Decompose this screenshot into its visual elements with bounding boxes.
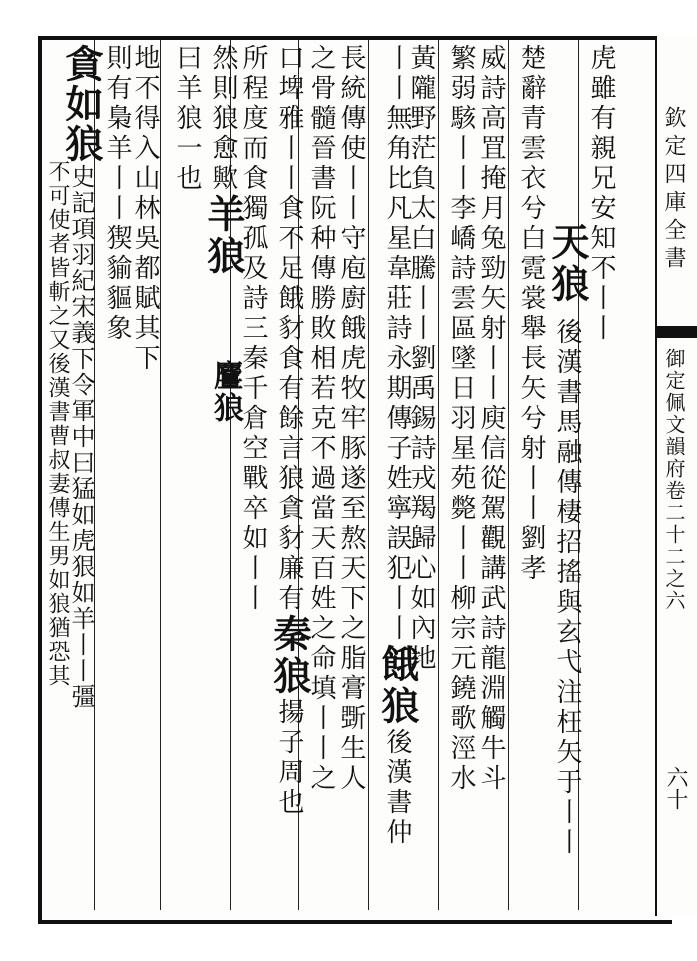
entry-headword: 餓狼 [375, 644, 420, 728]
text-column-18 [46, 160, 68, 688]
text-column-14 [208, 360, 243, 424]
text-run: 威詩高罝掩月兔勁矢射丨丨庾信從駕觀講武詩龍淵觸牛斗 [476, 44, 506, 794]
text-run: 曰羊狼一也 [172, 44, 202, 194]
text-run: 揚子周也 [274, 698, 304, 818]
text-run: 後漢書仲 [382, 728, 412, 848]
text-run: 虎雖有親兄安知不丨丨 [586, 44, 616, 344]
entry-headword: 麠狼 [208, 360, 243, 424]
text-column-2 [545, 222, 590, 859]
margin-band [655, 36, 697, 916]
text-column-13 [174, 44, 200, 194]
text-run: 史記項羽紀宋義下令軍中曰猛如虎狠如羊丨丨彊 [67, 164, 95, 710]
volume-title: 御定佩文韻府卷二十二之六 [662, 348, 686, 612]
fishtail-mark [657, 326, 697, 338]
text-column-12 [201, 44, 246, 278]
text-run: 丨丨無角比凡星韋莊詩永期傳子姓寧誤犯丨丨 [382, 44, 412, 644]
column-rule [160, 40, 161, 910]
text-run: 之骨髓晉書阮种傳勝敗相若克不過當天百姓之命填丨丨之 [306, 44, 336, 794]
entry-headword: 羊狼 [201, 194, 246, 278]
entry-headword: 貪如狼 [59, 44, 104, 164]
text-run: 長統傳使丨丨守庖廚餓虎牧牢豚遂至熬天下之脂膏斲生人 [336, 44, 366, 794]
text-run: 地不得入山林吳都賦其下 [130, 44, 160, 374]
text-column-10 [267, 44, 312, 818]
text-run: 則有梟羊丨丨猰貐貙象 [102, 44, 132, 344]
text-column-4 [478, 44, 504, 794]
text-run: 所程度而食獨孤及詩三秦千倉空戰卒如丨丨 [238, 44, 268, 614]
folio-number: 六十 [663, 766, 688, 810]
text-column-1 [588, 44, 614, 344]
text-run: 然則狼愈歟 [208, 44, 238, 194]
book-title: 欽定四庫全書 [661, 106, 686, 274]
text-run: 楚辭青雲衣兮白霓裳舉長矢兮射丨丨劉孝 [516, 44, 546, 584]
text-column-7 [375, 44, 420, 848]
text-column-8 [338, 44, 364, 794]
text-run: 不可使者皆斬之又後漢書曹叔妻傳生男如狼猶恐其 [45, 160, 70, 688]
text-column-11 [240, 44, 266, 614]
text-run: 後漢書馬融傳棲招搖與玄弋注枉矢于丨丨 [552, 318, 582, 859]
text-run: 繁弱駭丨丨李嶠詩雲區墜日羽星苑斃丨丨柳宗元鐃歌涇水 [446, 44, 476, 794]
column-rule [438, 40, 439, 910]
text-column-15 [132, 44, 158, 374]
entry-headword: 天狼 [545, 222, 590, 306]
text-run: 口埤雅丨丨食不足餓豺食有餘言狼貪豺廉有 [274, 44, 304, 614]
text-column-16 [104, 44, 130, 344]
text-run: 黃隴野茫負太白騰丨丨劉禹錫詩戎羯歸心如內地 [406, 44, 436, 674]
column-rule [508, 40, 509, 910]
column-rule [368, 40, 369, 910]
entry-headword: 秦狼 [267, 614, 312, 698]
text-column-3 [518, 44, 544, 584]
text-column-5 [448, 44, 474, 794]
